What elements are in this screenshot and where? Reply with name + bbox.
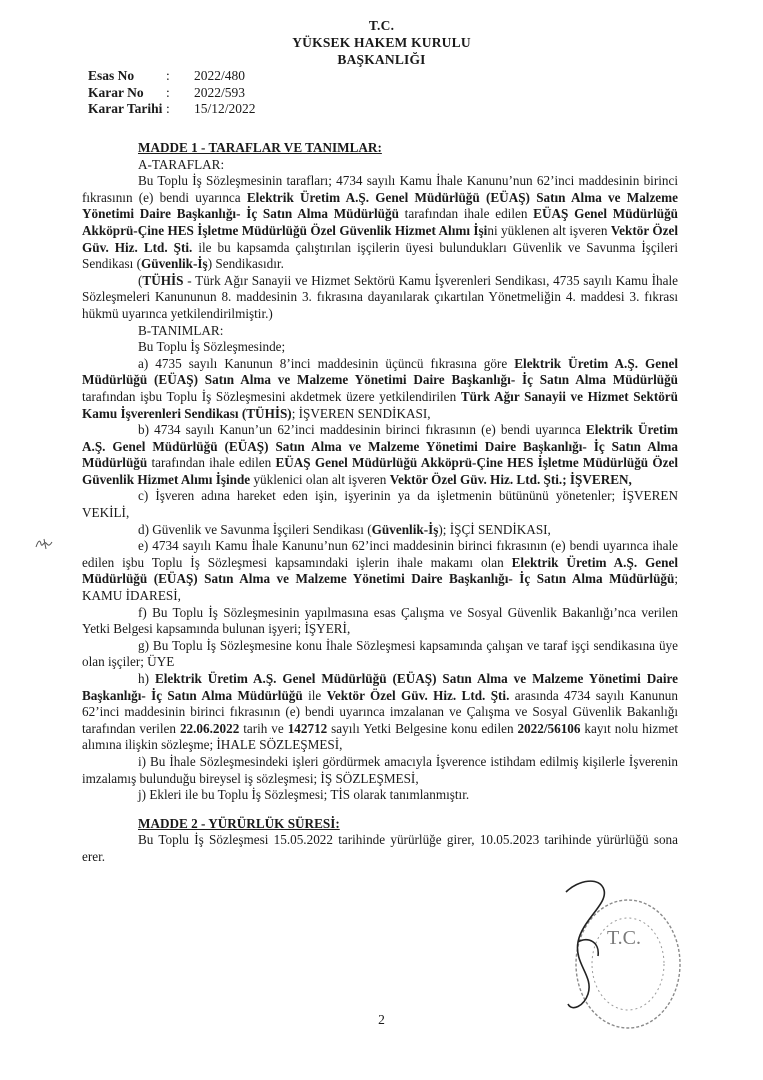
text-run: tarafından ihale edilen <box>147 455 276 471</box>
meta-row-esas <box>88 68 256 85</box>
bold-text-run: Elektrik Üretim A.Ş. Genel Müdürlüğü (EÜAŞ) Satın Alma ve Malzeme Yönetimi Daire Başkanlığı- İç Satın Alma Müdürlüğü <box>82 189 679 222</box>
meta-colon: : <box>166 101 170 116</box>
bold-text-run: Türk Ağır Sanayii ve Hizmet Sektörü Kamu İşverenleri Sendikası (TÜHİS) <box>82 388 678 421</box>
bold-text-run: EÜAŞ Genel Müdürlüğü Akköprü-Çine HES İşletme Müdürlüğü Özel Güvenlik Hizmet Alımı İşi <box>82 206 678 238</box>
meta-value: 2022/480 <box>194 68 246 83</box>
madde-2-title: MADDE 2 - YÜRÜRLÜK SÜRESİ: <box>138 815 340 831</box>
definition-item-f <box>82 605 678 638</box>
text-run: - Türk Ağır Sanayii ve Hizmet Sektörü Kamu İşverenleri Sendikası, 4735 sayılı Kamu İhale Sözleşmeleri Kanununun 8. maddesinin 3. fıkrasına dayanılarak çıkartılan Yönetmeliğin 4. maddesi 3. fıkrası hükmü uyarınca yetkilendirilmiştir.) <box>82 272 678 321</box>
text-run: g) Bu Toplu İş Sözleşmesine konu İhale Sözleşmesi kapsamında çalışan ve taraf işçi sendikasına üye olan işçiler; ÜYE <box>82 637 678 670</box>
definition-item-b <box>82 422 678 488</box>
taraflar-paragraph-1 <box>82 173 678 273</box>
definition-item-j <box>82 787 678 804</box>
header-line-2: YÜKSEK HAKEM KURULU <box>292 35 471 50</box>
meta-colon: : <box>166 84 170 100</box>
text-run: i) Bu İhale Sözleşmesindeki işleri gördürmek amacıyla İşverence istihdam edilmiş kişilerle İşverenin imzalamış bulunduğu bireysel iş sözleşmesi; İŞ SÖZLEŞMESİ, <box>82 753 678 786</box>
text-run: arasında 4734 sayılı Kanunun 62’inci maddesinin birinci fıkrasının (e) bendi uyarınca imzalanan ve Çalışma ve Sosyal Güvenlik Bakanlığı tarafından verilen <box>82 687 678 736</box>
document-body <box>82 140 678 866</box>
header-line-3: BAŞKANLIĞI <box>337 52 426 67</box>
text-run: sayılı Yetki Belgesine konu edilen <box>327 720 518 736</box>
text-run: kayıt nolu hizmet alımına ilişkin sözleşme; İHALE SÖZLEŞMESİ, <box>82 720 678 753</box>
definition-item-g <box>82 638 678 671</box>
bold-text-run: 142712 <box>287 720 328 736</box>
bold-text-run: Vektör Özel Güv. Hiz. Ltd. Şti. <box>326 687 510 703</box>
bold-text-run: Elektrik Üretim A.Ş. Genel Müdürlüğü (EÜAŞ) Satın Alma ve Malzeme Yönetimi Daire Başkanlığı- İç Satın Alma Müdürlüğü <box>82 355 679 388</box>
tanimlar-intro: Bu Toplu İş Sözleşmesinde; <box>138 339 286 355</box>
meta-value: 2022/593 <box>194 84 246 100</box>
bold-text-run: Elektrik Üretim A.Ş. Genel Müdürlüğü (EÜAŞ) Satın Alma ve Malzeme Yönetimi Daire Başkanlığı- İç Satın Alma Müdürlüğü <box>82 422 678 471</box>
bold-text-run: Vektör Özel Güv. Hiz. Ltd. Şti. <box>82 222 678 255</box>
text-run: e) 4734 sayılı Kamu İhale Kanunu’nun 62’inci maddesinin birinci fıkrasının (e) bendi uyarınca ihale edilen işbu Toplu İş Sözleşmesi kapsamındaki işlerin ihale makamı olan <box>82 538 678 570</box>
text-run: d) Güvenlik ve Savunma İşçileri Sendikası ( <box>138 521 372 537</box>
taraflar-paragraph-2 <box>82 273 678 323</box>
definition-item-a <box>82 356 678 422</box>
text-run: tarafından ihale edilen <box>398 206 534 222</box>
tanimlar-title: B-TANIMLAR: <box>138 322 224 338</box>
text-run: b) 4734 sayılı Kanun’un 62’inci maddesinin birinci fıkrasının (e) bendi uyarınca <box>138 422 586 438</box>
meta-key: Karar Tarihi <box>88 101 163 116</box>
meta-row-karar <box>88 85 256 102</box>
madde-1-title: MADDE 1 - TARAFLAR VE TANIMLAR: <box>138 140 382 155</box>
text-run: j) Ekleri ile bu Toplu İş Sözleşmesi; TİS olarak tanımlanmıştır. <box>138 787 470 803</box>
text-run: a) 4735 sayılı Kanunun 8’inci maddesinin üçüncü fıkrasına göre <box>138 355 515 371</box>
bold-text-run: EÜAŞ Genel Müdürlüğü Akköprü-Çine HES İşletme Müdürlüğü Özel Güvenlik Hizmet Alımı İşinde <box>82 455 678 487</box>
text-run: ile bu kapsamda çalıştırılan işçilerin üyesi bulundukları Güvenlik ve Savunma İşçileri Sendikası ( <box>82 239 678 272</box>
bold-text-run: 22.06.2022 <box>179 720 240 736</box>
text-run: h) <box>138 671 155 686</box>
taraflar-title: A-TARAFLAR: <box>138 156 225 172</box>
signature <box>548 872 618 1022</box>
bold-text-run: Vektör Özel Güv. Hiz. Ltd. Şti.; İŞVEREN, <box>389 471 632 487</box>
text-run: tarih ve <box>239 720 288 736</box>
meta-colon: : <box>166 68 170 83</box>
text-run: ; İŞVEREN SENDİKASI, <box>291 405 431 421</box>
text-run: yüklenici olan alt işveren <box>250 471 390 487</box>
definition-item-e <box>82 538 678 604</box>
case-meta <box>88 68 256 118</box>
bold-text-run: 2022/56106 <box>517 720 581 736</box>
text-run: tarafından işbu Toplu İş Sözleşmesini akdetmek üzere yetkilendirilen <box>82 388 461 404</box>
text-run: ) Sendikasıdır. <box>207 256 284 272</box>
meta-key: Karar No <box>88 84 144 100</box>
meta-value: 15/12/2022 <box>194 101 256 116</box>
definition-item-i <box>82 754 678 787</box>
text-run: f) Bu Toplu İş Sözleşmesinin yapılmasına esas Çalışma ve Sosyal Güvenlik Bakanlığı’nca verilen Yetki Belgesi kapsamında bulunan işyeri; İŞYERİ, <box>82 604 678 637</box>
margin-initials-mark <box>34 535 56 551</box>
bold-text-run: Güvenlik-İş <box>140 256 208 272</box>
bold-text-run: TÜHİS <box>142 272 184 288</box>
text-run: ( <box>138 272 143 288</box>
definition-item-c <box>82 488 678 521</box>
text-run: ile <box>302 687 327 703</box>
bold-text-run: Elektrik Üretim A.Ş. Genel Müdürlüğü (EÜAŞ) Satın Alma ve Malzeme Yönetimi Daire Başkanlığı- İç Satın Alma Müdürlüğü <box>82 671 678 703</box>
header-line-1: T.C. <box>368 18 395 33</box>
text-run: c) İşveren adına hareket eden işin, işyerinin ya da işletmenin bütününü yönetenler; İŞVEREN VEKİLİ, <box>82 488 678 521</box>
bold-text-run: Elektrik Üretim A.Ş. Genel Müdürlüğü (EÜAŞ) Satın Alma ve Malzeme Yönetimi Daire Başkanlığı- İç Satın Alma Müdürlüğü <box>82 554 678 587</box>
svg-text:T.C.: T.C. <box>606 927 642 949</box>
text-run: ); İŞÇİ SENDİKASI, <box>438 521 551 537</box>
meta-key: Esas No <box>88 68 135 83</box>
definition-item-d <box>82 522 678 539</box>
bold-text-run: Güvenlik-İş <box>371 521 439 537</box>
text-run: ; KAMU İDARESİ, <box>82 571 678 604</box>
madde-2-paragraph: Bu Toplu İş Sözleşmesi 15.05.2022 tarihinde yürürlüğe girer, 10.05.2023 tarihinde yürürlüğü sona erer. <box>82 832 678 864</box>
meta-row-tarih <box>88 101 256 118</box>
definition-item-h <box>82 671 678 754</box>
page-number: 2 <box>378 1012 385 1027</box>
text-run: Bu Toplu İş Sözleşmesinin tarafları; 4734 sayılı Kamu İhale Kanunu’nun 62’inci maddesinin birinci fıkrasının (e) bendi uyarınca <box>82 173 678 205</box>
document-header <box>0 17 763 68</box>
text-run: ni yüklenen alt işveren <box>487 222 611 238</box>
